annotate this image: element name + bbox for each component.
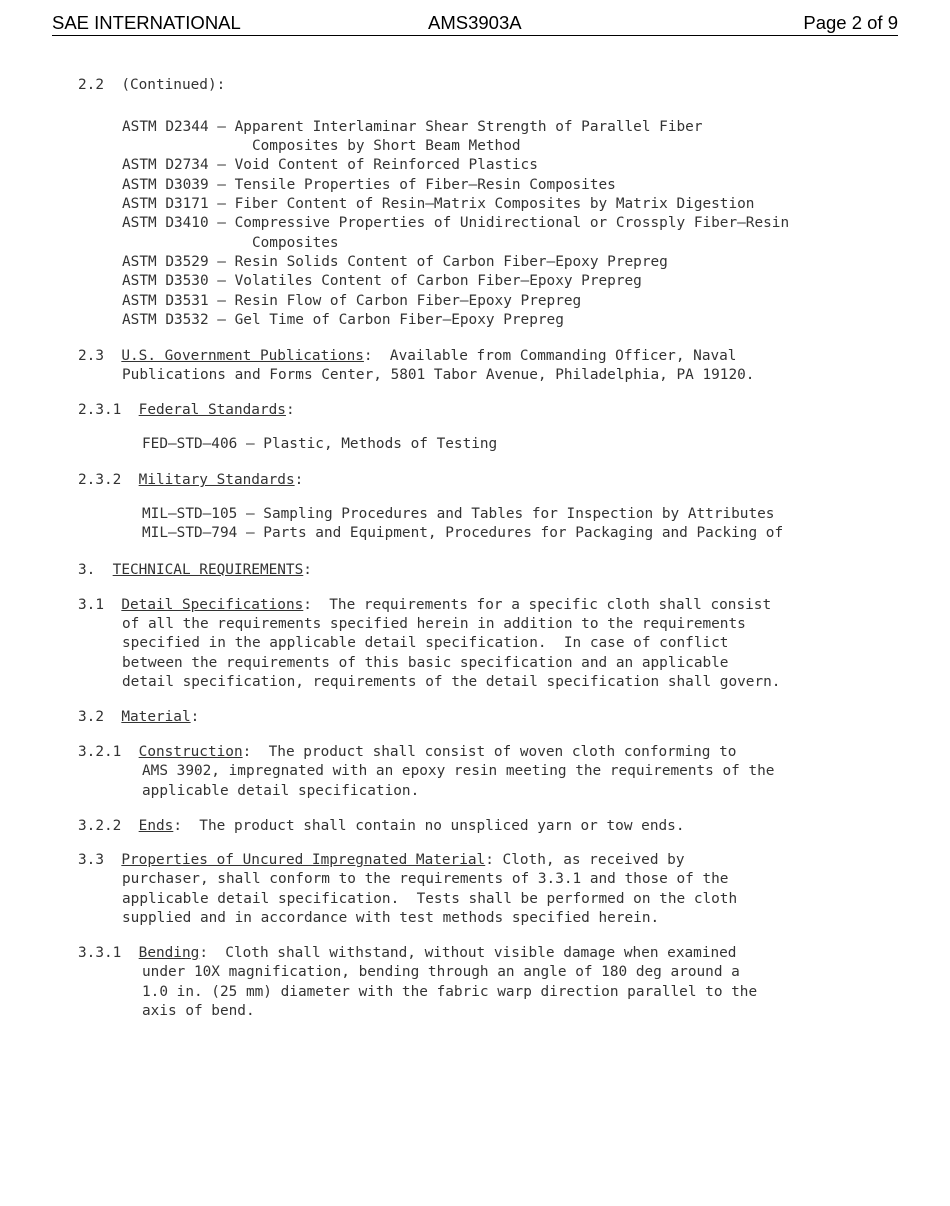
section-text-line: of all the requirements specified herein in addition to the requirements xyxy=(122,616,746,632)
section-text-line: between the requirements of this basic specification and an applicable xyxy=(122,655,729,671)
reference-line: ASTM D3531 – Resin Flow of Carbon Fiber–Epoxy Prepreg xyxy=(122,293,582,309)
section-text: : Cloth, as received by xyxy=(485,852,685,868)
section-2-2-heading: 2.2 (Continued): xyxy=(78,77,226,93)
section-text-line: under 10X magnification, bending through an angle of 180 deg around a xyxy=(142,964,740,980)
section-text-line: purchaser, shall conform to the requirements of 3.3.1 and those of the xyxy=(122,871,729,887)
section-title: Properties of Uncured Impregnated Material xyxy=(121,852,486,868)
section-3-3-heading xyxy=(78,851,685,870)
section-text: : The requirements for a specific cloth shall consist xyxy=(303,597,772,613)
reference-line: ASTM D3530 – Volatiles Content of Carbon Fiber–Epoxy Prepreg xyxy=(122,273,642,289)
section-number: 3.2.1 xyxy=(78,744,139,760)
section-text-line: applicable detail specification. xyxy=(142,783,420,799)
standard-line: MIL–STD–105 – Sampling Procedures and Tables for Inspection by Attributes xyxy=(142,506,775,522)
reference-line: ASTM D3410 – Compressive Properties of Unidirectional or Crossply Fiber–Resin xyxy=(122,215,790,231)
reference-line: ASTM D3039 – Tensile Properties of Fiber–Resin Composites xyxy=(122,177,616,193)
section-number: 3.2 xyxy=(78,709,122,725)
section-title: Military Standards xyxy=(138,472,295,488)
page-header xyxy=(52,11,898,36)
section-text: : The product shall consist of woven cloth conforming to xyxy=(242,744,737,760)
section-title: U.S. Government Publications xyxy=(121,348,364,364)
reference-line: ASTM D3529 – Resin Solids Content of Carbon Fiber–Epoxy Prepreg xyxy=(122,254,668,270)
standard-line: FED–STD–406 – Plastic, Methods of Testing xyxy=(142,436,498,452)
section-number: 3.3 xyxy=(78,852,122,868)
reference-line: Composites xyxy=(122,235,339,251)
section-number: 3.1 xyxy=(78,597,122,613)
section-3-2-2-heading xyxy=(78,817,684,836)
section-suffix: : xyxy=(303,562,312,578)
reference-line: Composites by Short Beam Method xyxy=(122,138,521,154)
section-suffix: : xyxy=(294,472,304,488)
section-text-line: supplied and in accordance with test methods specified herein. xyxy=(122,910,660,926)
section-3-1-heading xyxy=(78,596,771,615)
section-title: Material xyxy=(121,709,191,725)
section-title: Federal Standards xyxy=(138,402,286,418)
section-number: 3. xyxy=(78,562,113,578)
section-2-3-1-heading xyxy=(78,401,295,420)
section-3-3-1-heading xyxy=(78,944,736,963)
section-2-3-2-heading xyxy=(78,471,303,490)
section-text: : Available from Commanding Officer, Naval xyxy=(363,348,737,364)
reference-line: ASTM D2344 – Apparent Interlaminar Shear Strength of Parallel Fiber xyxy=(122,119,703,135)
section-number: 2.3.2 xyxy=(78,472,139,488)
section-title: Bending xyxy=(138,945,200,961)
header-document-number: AMS3903A xyxy=(428,12,522,33)
section-text-line: specified in the applicable detail specification. In case of conflict xyxy=(122,635,729,651)
section-text-line: AMS 3902, impregnated with an epoxy resin meeting the requirements of the xyxy=(142,763,775,779)
section-title: Ends xyxy=(138,818,174,834)
section-number: 3.2.2 xyxy=(78,818,139,834)
reference-line: ASTM D3532 – Gel Time of Carbon Fiber–Epoxy Prepreg xyxy=(122,312,564,328)
section-text-line: axis of bend. xyxy=(142,1003,255,1019)
section-3-2-heading xyxy=(78,708,199,727)
section-3-2-1-heading xyxy=(78,743,736,762)
section-3-heading xyxy=(78,561,312,580)
section-number: 2.3 xyxy=(78,348,122,364)
section-text-line: Publications and Forms Center, 5801 Tabor Avenue, Philadelphia, PA 19120. xyxy=(122,367,755,383)
reference-line: ASTM D2734 – Void Content of Reinforced Plastics xyxy=(122,157,538,173)
header-page-number: Page 2 of 9 xyxy=(803,12,898,33)
section-number: 3.3.1 xyxy=(78,945,139,961)
section-suffix: : xyxy=(190,709,200,725)
section-text: : The product shall contain no unspliced yarn or tow ends. xyxy=(173,818,685,834)
section-text: : Cloth shall withstand, without visible damage when examined xyxy=(199,945,737,961)
section-text-line: 1.0 in. (25 mm) diameter with the fabric warp direction parallel to the xyxy=(142,984,758,1000)
section-2-3-heading xyxy=(78,347,736,366)
section-title: TECHNICAL REQUIREMENTS xyxy=(112,562,304,578)
section-title: Construction xyxy=(138,744,243,760)
header-organization: SAE INTERNATIONAL xyxy=(52,12,241,33)
section-suffix: : xyxy=(285,402,295,418)
section-text-line: detail specification, requirements of the detail specification shall govern. xyxy=(122,674,781,690)
reference-line: ASTM D3171 – Fiber Content of Resin–Matrix Composites by Matrix Digestion xyxy=(122,196,755,212)
section-text-line: applicable detail specification. Tests shall be performed on the cloth xyxy=(122,891,738,907)
standard-line: MIL–STD–794 – Parts and Equipment, Procedures for Packaging and Packing of xyxy=(142,525,784,541)
section-title: Detail Specifications xyxy=(121,597,304,613)
section-number: 2.3.1 xyxy=(78,402,139,418)
